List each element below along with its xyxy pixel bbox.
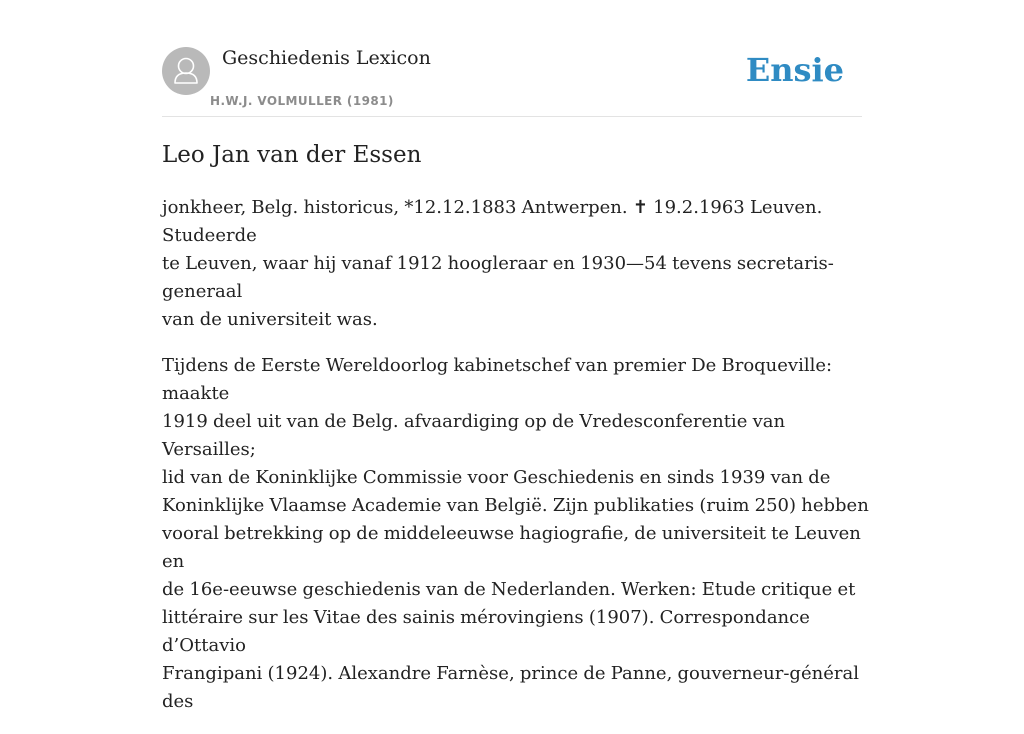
user-avatar-icon[interactable] bbox=[162, 47, 210, 95]
paragraph-line: Koninklijke Vlaamse Academie van België. Zijn publikaties (ruim 250) hebben bbox=[162, 495, 869, 516]
paragraph-line: jonkheer, Belg. historicus, *12.12.1883 Antwerpen. ✝ 19.2.1963 Leuven. Studeerde bbox=[162, 197, 823, 246]
article-title: Leo Jan van der Essen bbox=[162, 142, 422, 168]
article bbox=[162, 138, 882, 734]
ensie-logo[interactable]: Ensie bbox=[745, 51, 844, 89]
paragraph-1 bbox=[162, 194, 882, 334]
paragraph-line: van de universiteit was. bbox=[162, 309, 378, 330]
paragraph-line: te Leuven, waar hij vanaf 1912 hoogleraar en 1930—54 tevens secretaris-generaal bbox=[162, 253, 834, 302]
paragraph-line: de 16e-eeuwse geschiedenis van de Nederlanden. Werken: Etude critique et bbox=[162, 579, 856, 600]
paragraph-line: Tijdens de Eerste Wereldoorlog kabinetschef van premier De Broqueville: maakte bbox=[162, 355, 833, 404]
paragraph-line: 1919 deel uit van de Belg. afvaardiging op de Vredesconferentie van Versailles; bbox=[162, 411, 786, 460]
author-link[interactable]: H.W.J. VOLMULLER (1981) bbox=[210, 94, 394, 108]
paragraph-2 bbox=[162, 352, 882, 716]
paragraph-line: Frangipani (1924). Alexandre Farnèse, prince de Panne, gouverneur-général des bbox=[162, 663, 859, 712]
paragraph-line: lid van de Koninklijke Commissie voor Geschiedenis en sinds 1939 van de bbox=[162, 467, 831, 488]
source-header bbox=[162, 46, 862, 117]
paragraph-line: littéraire sur les Vitae des sainis mérovingiens (1907). Correspondance d’Ottavio bbox=[162, 607, 810, 656]
paragraph-line: vooral betrekking op de middeleeuwse hagiografie, de universiteit te Leuven en bbox=[162, 523, 861, 572]
source-title-link[interactable]: Geschiedenis Lexicon bbox=[222, 47, 431, 69]
